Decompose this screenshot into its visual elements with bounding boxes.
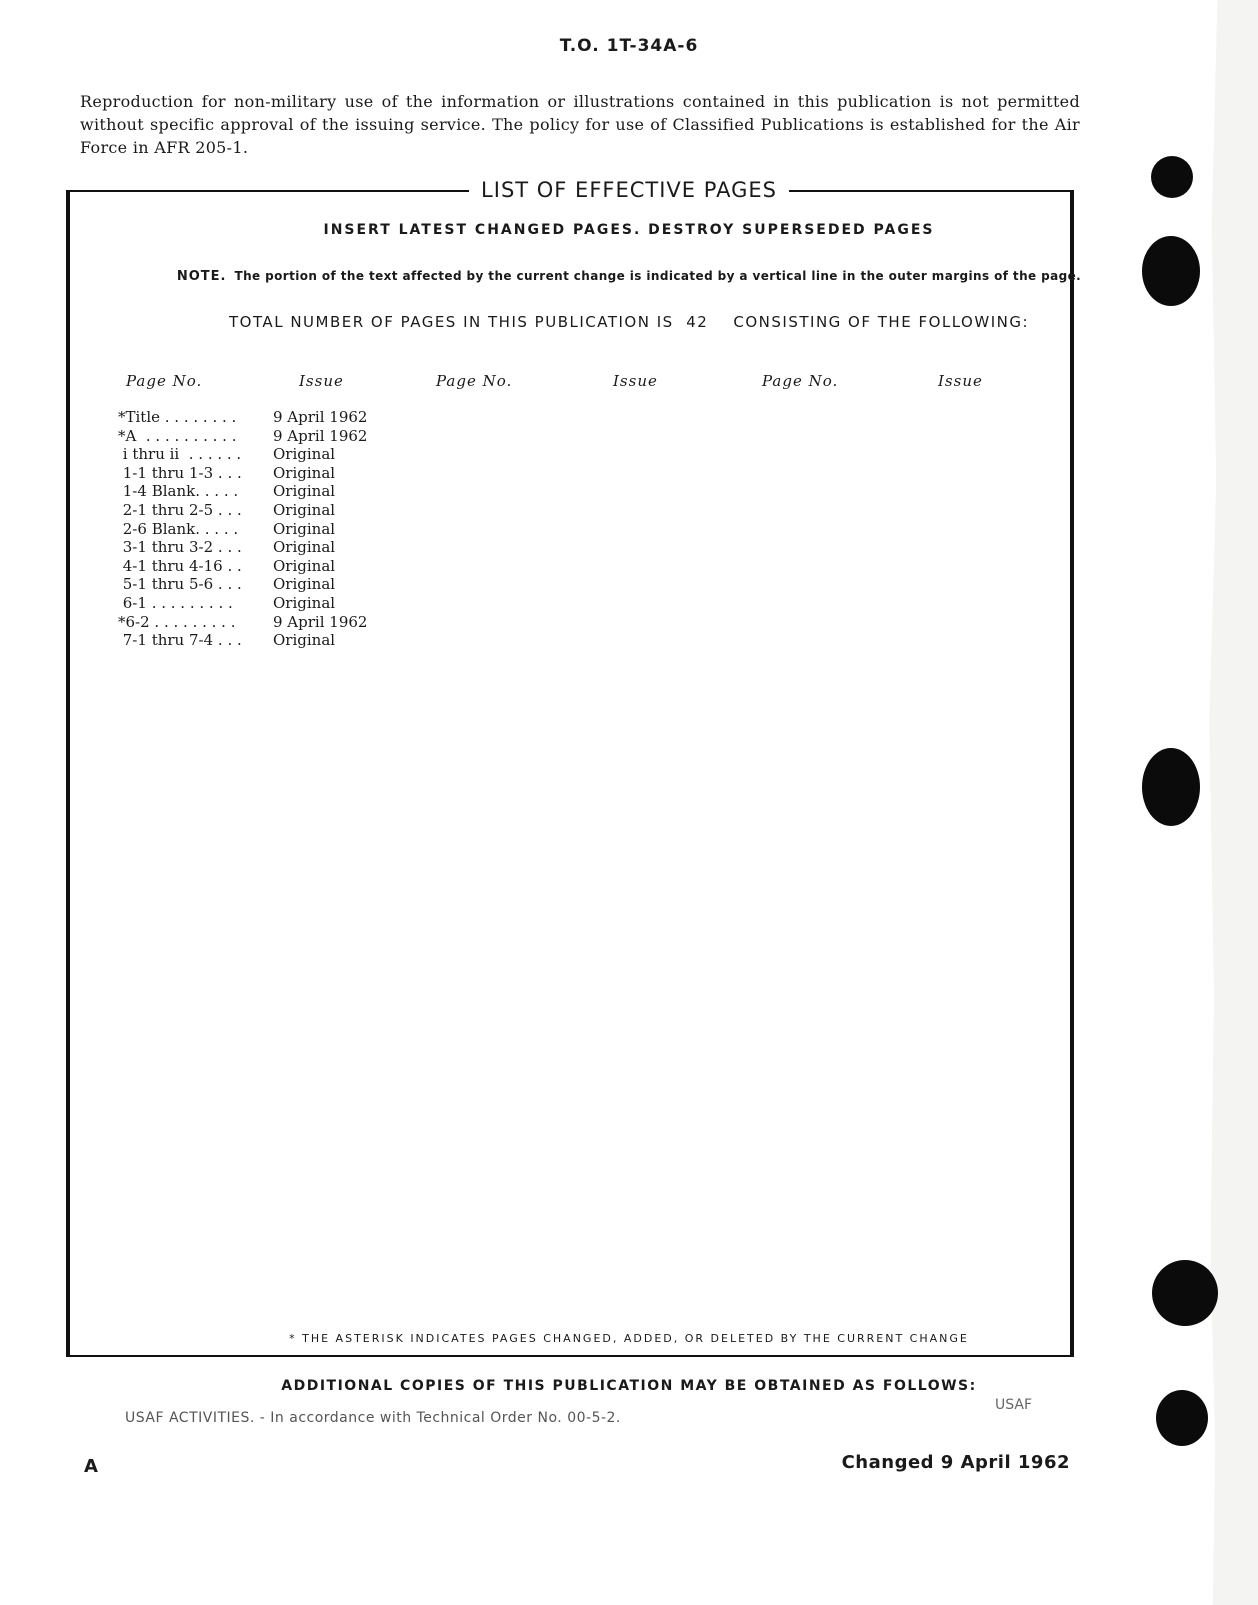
table-row <box>118 557 418 576</box>
row-issue: Original <box>273 631 336 650</box>
table-row <box>118 575 418 594</box>
table-row <box>118 613 418 632</box>
table-row <box>118 538 418 557</box>
table-row <box>118 427 418 446</box>
changed-date: Changed 9 April 1962 <box>841 1452 1070 1473</box>
table-row <box>118 501 418 520</box>
table-row <box>118 408 418 427</box>
row-page-no: 1-1 thru 1-3 . . . <box>118 463 242 482</box>
row-issue: Original <box>273 538 336 557</box>
page-edge <box>1200 0 1258 1605</box>
lep-table <box>118 408 418 650</box>
row-issue: Original <box>273 556 336 575</box>
row-page-no: 3-1 thru 3-2 . . . <box>118 538 242 557</box>
usaf-activities: USAF ACTIVITIES. - In accordance with Technical Order No. 00-5-2. <box>125 1410 621 1426</box>
row-issue: Original <box>273 463 336 482</box>
note-label: NOTE. <box>176 269 227 284</box>
row-page-no: i thru ii . . . . . . <box>118 445 242 464</box>
row-issue: 9 April 1962 <box>273 612 368 631</box>
usaf-mark: USAF <box>995 1397 1033 1413</box>
punch-hole <box>1142 748 1200 826</box>
col-page-1: Page No. <box>126 372 203 390</box>
row-issue: Original <box>273 445 336 464</box>
table-row <box>118 520 418 539</box>
note-text: The portion of the text affected by the current change is indicated by a vertical line in the outer margins of the page. <box>234 269 1082 283</box>
row-page-no: *6-2 . . . . . . . . . <box>118 612 236 631</box>
lep-title: LIST OF EFFECTIVE PAGES <box>469 178 789 202</box>
intro-paragraph: Reproduction for non-military use of the information or illustrations contained in this publication is not permitted without specific approval of the issuing service. The policy for use of Classified Publications is established for the Air Force in AFR 205-1. <box>80 92 1080 157</box>
col-page-3: Page No. <box>762 372 839 390</box>
table-row <box>118 631 418 650</box>
table-row <box>118 464 418 483</box>
row-page-no: 6-1 . . . . . . . . . <box>118 593 233 612</box>
row-issue: Original <box>273 482 336 501</box>
row-issue: 9 April 1962 <box>273 408 368 426</box>
punch-hole <box>1152 1260 1218 1326</box>
col-issue-3: Issue <box>938 372 983 390</box>
lep-instruction: INSERT LATEST CHANGED PAGES. DESTROY SUPERSEDED PAGES <box>323 222 935 238</box>
row-page-no: 4-1 thru 4-16 . . <box>118 556 242 575</box>
row-issue: Original <box>273 575 336 594</box>
total-prefix: TOTAL NUMBER OF PAGES IN THIS PUBLICATION IS <box>228 313 674 331</box>
total-count: 42 <box>686 313 709 331</box>
copies-heading: ADDITIONAL COPIES OF THIS PUBLICATION MAY BE OBTAINED AS FOLLOWS: <box>281 1378 977 1394</box>
col-issue-2: Issue <box>613 372 658 390</box>
row-issue: Original <box>273 500 336 519</box>
row-issue: Original <box>273 593 336 612</box>
total-suffix: CONSISTING OF THE FOLLOWING: <box>733 313 1030 331</box>
page-id: A <box>84 1456 98 1477</box>
row-page-no: 1-4 Blank. . . . . <box>118 482 239 501</box>
table-row <box>118 445 418 464</box>
col-issue-1: Issue <box>299 372 344 390</box>
to-number: T.O. 1T-34A-6 <box>559 36 699 56</box>
total-pages-line <box>0 313 1258 331</box>
table-row <box>118 594 418 613</box>
row-issue: Original <box>273 519 336 538</box>
row-page-no: 2-1 thru 2-5 . . . <box>118 500 242 519</box>
row-page-no: 2-6 Blank. . . . . <box>118 519 239 538</box>
row-page-no: 7-1 thru 7-4 . . . <box>118 631 242 650</box>
table-row <box>118 482 418 501</box>
col-page-2: Page No. <box>436 372 513 390</box>
asterisk-footnote: * THE ASTERISK INDICATES PAGES CHANGED, ADDED, OR DELETED BY THE CURRENT CHANGE <box>289 1332 969 1345</box>
row-issue: 9 April 1962 <box>273 426 368 445</box>
punch-hole <box>1156 1390 1208 1446</box>
row-page-no: *Title . . . . . . . . <box>118 408 237 426</box>
lep-frame <box>66 190 1074 1357</box>
lep-note <box>0 269 1258 284</box>
row-page-no: 5-1 thru 5-6 . . . <box>118 575 242 594</box>
row-page-no: *A . . . . . . . . . . <box>118 426 237 445</box>
